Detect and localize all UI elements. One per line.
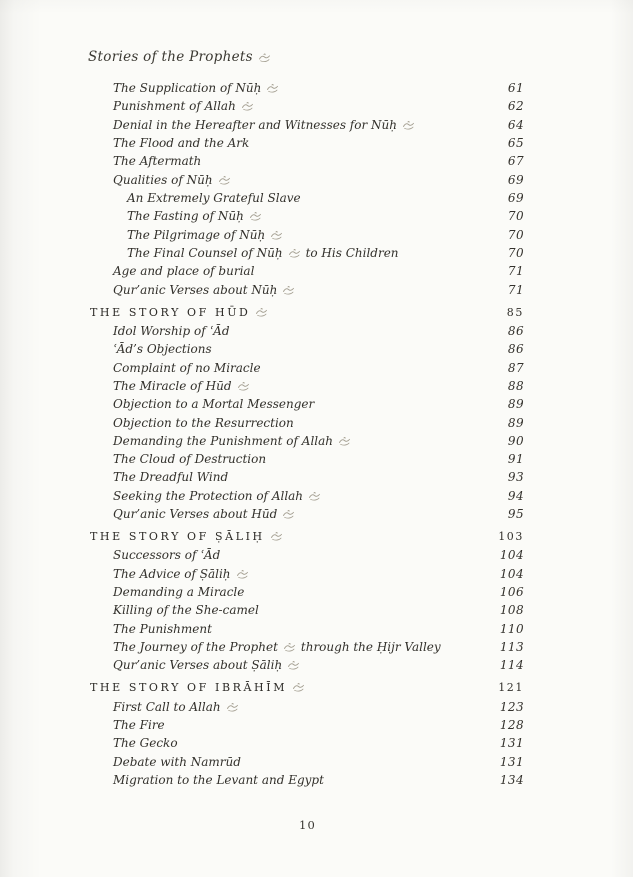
toc-entry — [88, 565, 524, 583]
toc-entry — [88, 189, 524, 207]
running-head — [88, 48, 275, 66]
toc-entry-page-number: 131 — [499, 736, 524, 751]
toc-entry-title: Successors of ʿĀd — [113, 548, 221, 563]
toc-entry-title: Killing of the She-camel — [113, 603, 259, 618]
honorific-alayhim-as-salam-icon — [258, 53, 271, 63]
toc-entry-title: THE STORY OF IBRĀHĪM — [90, 681, 288, 695]
honorific-alayhis-salam-icon — [270, 230, 283, 240]
toc-entry-title: Complaint of no Miracle — [113, 360, 261, 375]
toc-entry — [88, 207, 524, 225]
toc-entry-page-number: 69 — [507, 190, 524, 205]
toc-section-heading — [88, 679, 524, 697]
toc-entry-title: Age and place of burial — [113, 264, 255, 279]
toc-entry-title: Objection to a Mortal Messenger — [113, 397, 315, 412]
honorific-alayhis-salam-icon — [249, 211, 262, 221]
toc-entry — [88, 734, 524, 752]
toc-entry — [88, 716, 524, 734]
toc-entry-title: First Call to Allah — [113, 699, 221, 714]
toc-entry — [88, 450, 524, 468]
honorific-alayhis-salam-icon — [236, 569, 249, 579]
toc-entry — [88, 638, 524, 656]
toc-entry-page-number: 70 — [507, 245, 524, 260]
toc-entry-title: The Dreadful Wind — [113, 470, 229, 485]
toc-entry — [88, 116, 524, 134]
toc-entry — [88, 377, 524, 395]
toc-entry-title: The Fire — [113, 717, 165, 732]
honorific-alayhis-salam-icon — [287, 660, 300, 670]
toc-entry-page-number: 62 — [507, 99, 524, 114]
toc-entry — [88, 395, 524, 413]
toc-entry-title: The Miracle of Hūd — [113, 378, 232, 393]
honorific-alayhis-salam-icon — [282, 509, 295, 519]
toc-entry-title: Objection to the Resurrection — [113, 415, 294, 430]
toc-entry-title: Qur’anic Verses about Nūḥ — [113, 282, 278, 297]
toc-entry-title: Debate with Namrūd — [113, 754, 241, 769]
toc-entry-page-number: 89 — [507, 397, 524, 412]
toc-entry-title-continued: through the Ḥijr Valley — [300, 640, 441, 655]
toc-entry-title: The Fasting of Nūḥ — [127, 209, 244, 224]
toc-entry-page-number: 89 — [507, 415, 524, 430]
toc-entry-title: The Cloud of Destruction — [113, 452, 267, 467]
toc-entry-title: Demanding the Punishment of Allah — [113, 433, 334, 448]
toc-entry — [88, 414, 524, 432]
honorific-alayhis-salam-icon — [292, 682, 305, 692]
toc-entry — [88, 432, 524, 450]
toc-entry-page-number: 106 — [499, 585, 524, 600]
honorific-alayhis-salam-icon — [237, 381, 250, 391]
honorific-alayhis-salam-icon — [266, 83, 279, 93]
toc-entry-title: The Gecko — [113, 736, 178, 751]
toc-entry-page-number: 128 — [499, 717, 524, 732]
toc-entry-title: Punishment of Allah — [113, 99, 236, 114]
honorific-alayhis-salam-icon — [288, 248, 301, 258]
toc-list — [88, 79, 524, 789]
honorific-azza-wa-jall-icon — [308, 491, 321, 501]
toc-entry — [88, 753, 524, 771]
toc-entry-page-number: 71 — [507, 264, 524, 279]
toc-entry-page-number: 114 — [499, 658, 524, 673]
toc-entry-title: Qualities of Nūḥ — [113, 172, 213, 187]
toc-entry-page-number: 104 — [499, 566, 524, 581]
toc-entry — [88, 340, 524, 358]
toc-entry — [88, 698, 524, 716]
toc-entry — [88, 601, 524, 619]
toc-entry-page-number: 69 — [507, 172, 524, 187]
toc-entry-title: THE STORY OF HŪD — [90, 305, 251, 319]
toc-entry — [88, 505, 524, 523]
toc-entry — [88, 771, 524, 789]
toc-entry — [88, 656, 524, 674]
toc-entry-title-continued: to His Children — [305, 245, 399, 260]
toc-entry-title: Seeking the Protection of Allah — [113, 488, 304, 503]
toc-section-heading — [88, 528, 524, 546]
toc-entry-title: Idol Worship of ʿĀd — [113, 323, 230, 338]
toc-entry-page-number: 108 — [499, 603, 524, 618]
toc-entry-title: The Supplication of Nūḥ — [113, 81, 262, 95]
toc-entry-title: The Punishment — [113, 621, 212, 636]
toc-entry-page-number: 90 — [507, 433, 524, 448]
toc-entry-page-number: 113 — [499, 640, 524, 655]
toc-entry — [88, 620, 524, 638]
toc-entry-title: The Final Counsel of Nūḥ — [127, 245, 283, 260]
toc-entry — [88, 583, 524, 601]
toc-entry-page-number: 91 — [507, 452, 524, 467]
toc-entry-page-number: 64 — [507, 117, 524, 132]
toc-entry — [88, 226, 524, 244]
toc-entry-title: The Journey of the Prophet — [113, 640, 278, 655]
toc-entry-page-number: 85 — [506, 305, 524, 319]
toc-entry-page-number: 134 — [499, 772, 524, 787]
toc-entry — [88, 546, 524, 564]
toc-entry-page-number: 88 — [507, 378, 524, 393]
honorific-azza-wa-jall-icon — [226, 702, 239, 712]
honorific-azza-wa-jall-icon — [241, 101, 254, 111]
toc-entry-page-number: 123 — [499, 699, 524, 714]
toc-entry — [88, 468, 524, 486]
toc-entry — [88, 244, 524, 262]
toc-entry-title: Demanding a Miracle — [113, 585, 245, 600]
honorific-sallallahu-alayhi-wasallam-icon — [283, 642, 296, 652]
toc-entry-page-number: 71 — [507, 282, 524, 297]
toc-entry-title: Denial in the Hereafter and Witnesses for Nūḥ — [113, 117, 397, 132]
toc-entry-page-number: 95 — [507, 507, 524, 522]
toc-entry — [88, 281, 524, 299]
toc-entry-title: The Pilgrimage of Nūḥ — [127, 227, 266, 242]
toc-entry-page-number: 86 — [507, 323, 524, 338]
toc-entry — [88, 359, 524, 377]
toc-entry-page-number: 70 — [507, 227, 524, 242]
running-head-title: Stories of the Prophets — [88, 49, 253, 65]
honorific-alayhis-salam-icon — [255, 307, 268, 317]
toc-entry-title: Qur’anic Verses about Ṣāliḥ — [113, 658, 283, 673]
page-number: 10 — [298, 818, 317, 832]
toc-entry-page-number: 93 — [507, 470, 524, 485]
toc-entry — [88, 97, 524, 115]
toc-entry-page-number: 94 — [507, 488, 524, 503]
toc-entry-page-number: 131 — [499, 754, 524, 769]
honorific-alayhis-salam-icon — [282, 285, 295, 295]
toc-entry-title: THE STORY OF ṢĀLIḤ — [90, 530, 265, 544]
toc-entry-title: The Flood and the Ark — [113, 135, 250, 150]
toc-entry-title: ʿĀd’s Objections — [113, 342, 212, 357]
honorific-azza-wa-jall-icon — [338, 436, 351, 446]
toc-entry — [88, 79, 524, 97]
toc-entry-title: Qur’anic Verses about Hūd — [113, 507, 278, 522]
toc-entry-title: The Advice of Ṣāliḥ — [113, 566, 231, 581]
toc-entry-page-number: 121 — [498, 681, 524, 695]
toc-entry-page-number: 104 — [499, 548, 524, 563]
toc-entry-page-number: 70 — [507, 209, 524, 224]
toc-entry-page-number: 110 — [499, 621, 524, 636]
toc-entry-title: The Aftermath — [113, 154, 202, 169]
honorific-alayhis-salam-icon — [218, 175, 231, 185]
toc-entry — [88, 152, 524, 170]
toc-section-heading — [88, 304, 524, 322]
toc-entry — [88, 171, 524, 189]
toc-entry-page-number: 65 — [507, 135, 524, 150]
toc-entry-title: Migration to the Levant and Egypt — [113, 772, 324, 787]
honorific-alayhis-salam-icon — [270, 531, 283, 541]
toc-entry-page-number: 87 — [507, 360, 524, 375]
toc-entry — [88, 487, 524, 505]
honorific-alayhis-salam-icon — [402, 120, 415, 130]
toc-entry-page-number: 61 — [507, 81, 524, 95]
toc-entry — [88, 134, 524, 152]
toc-entry — [88, 262, 524, 280]
toc-entry-page-number: 86 — [507, 342, 524, 357]
toc-entry-title: An Extremely Grateful Slave — [127, 190, 301, 205]
toc-entry-page-number: 67 — [507, 154, 524, 169]
toc-entry-page-number: 103 — [498, 530, 524, 544]
toc-entry — [88, 322, 524, 340]
